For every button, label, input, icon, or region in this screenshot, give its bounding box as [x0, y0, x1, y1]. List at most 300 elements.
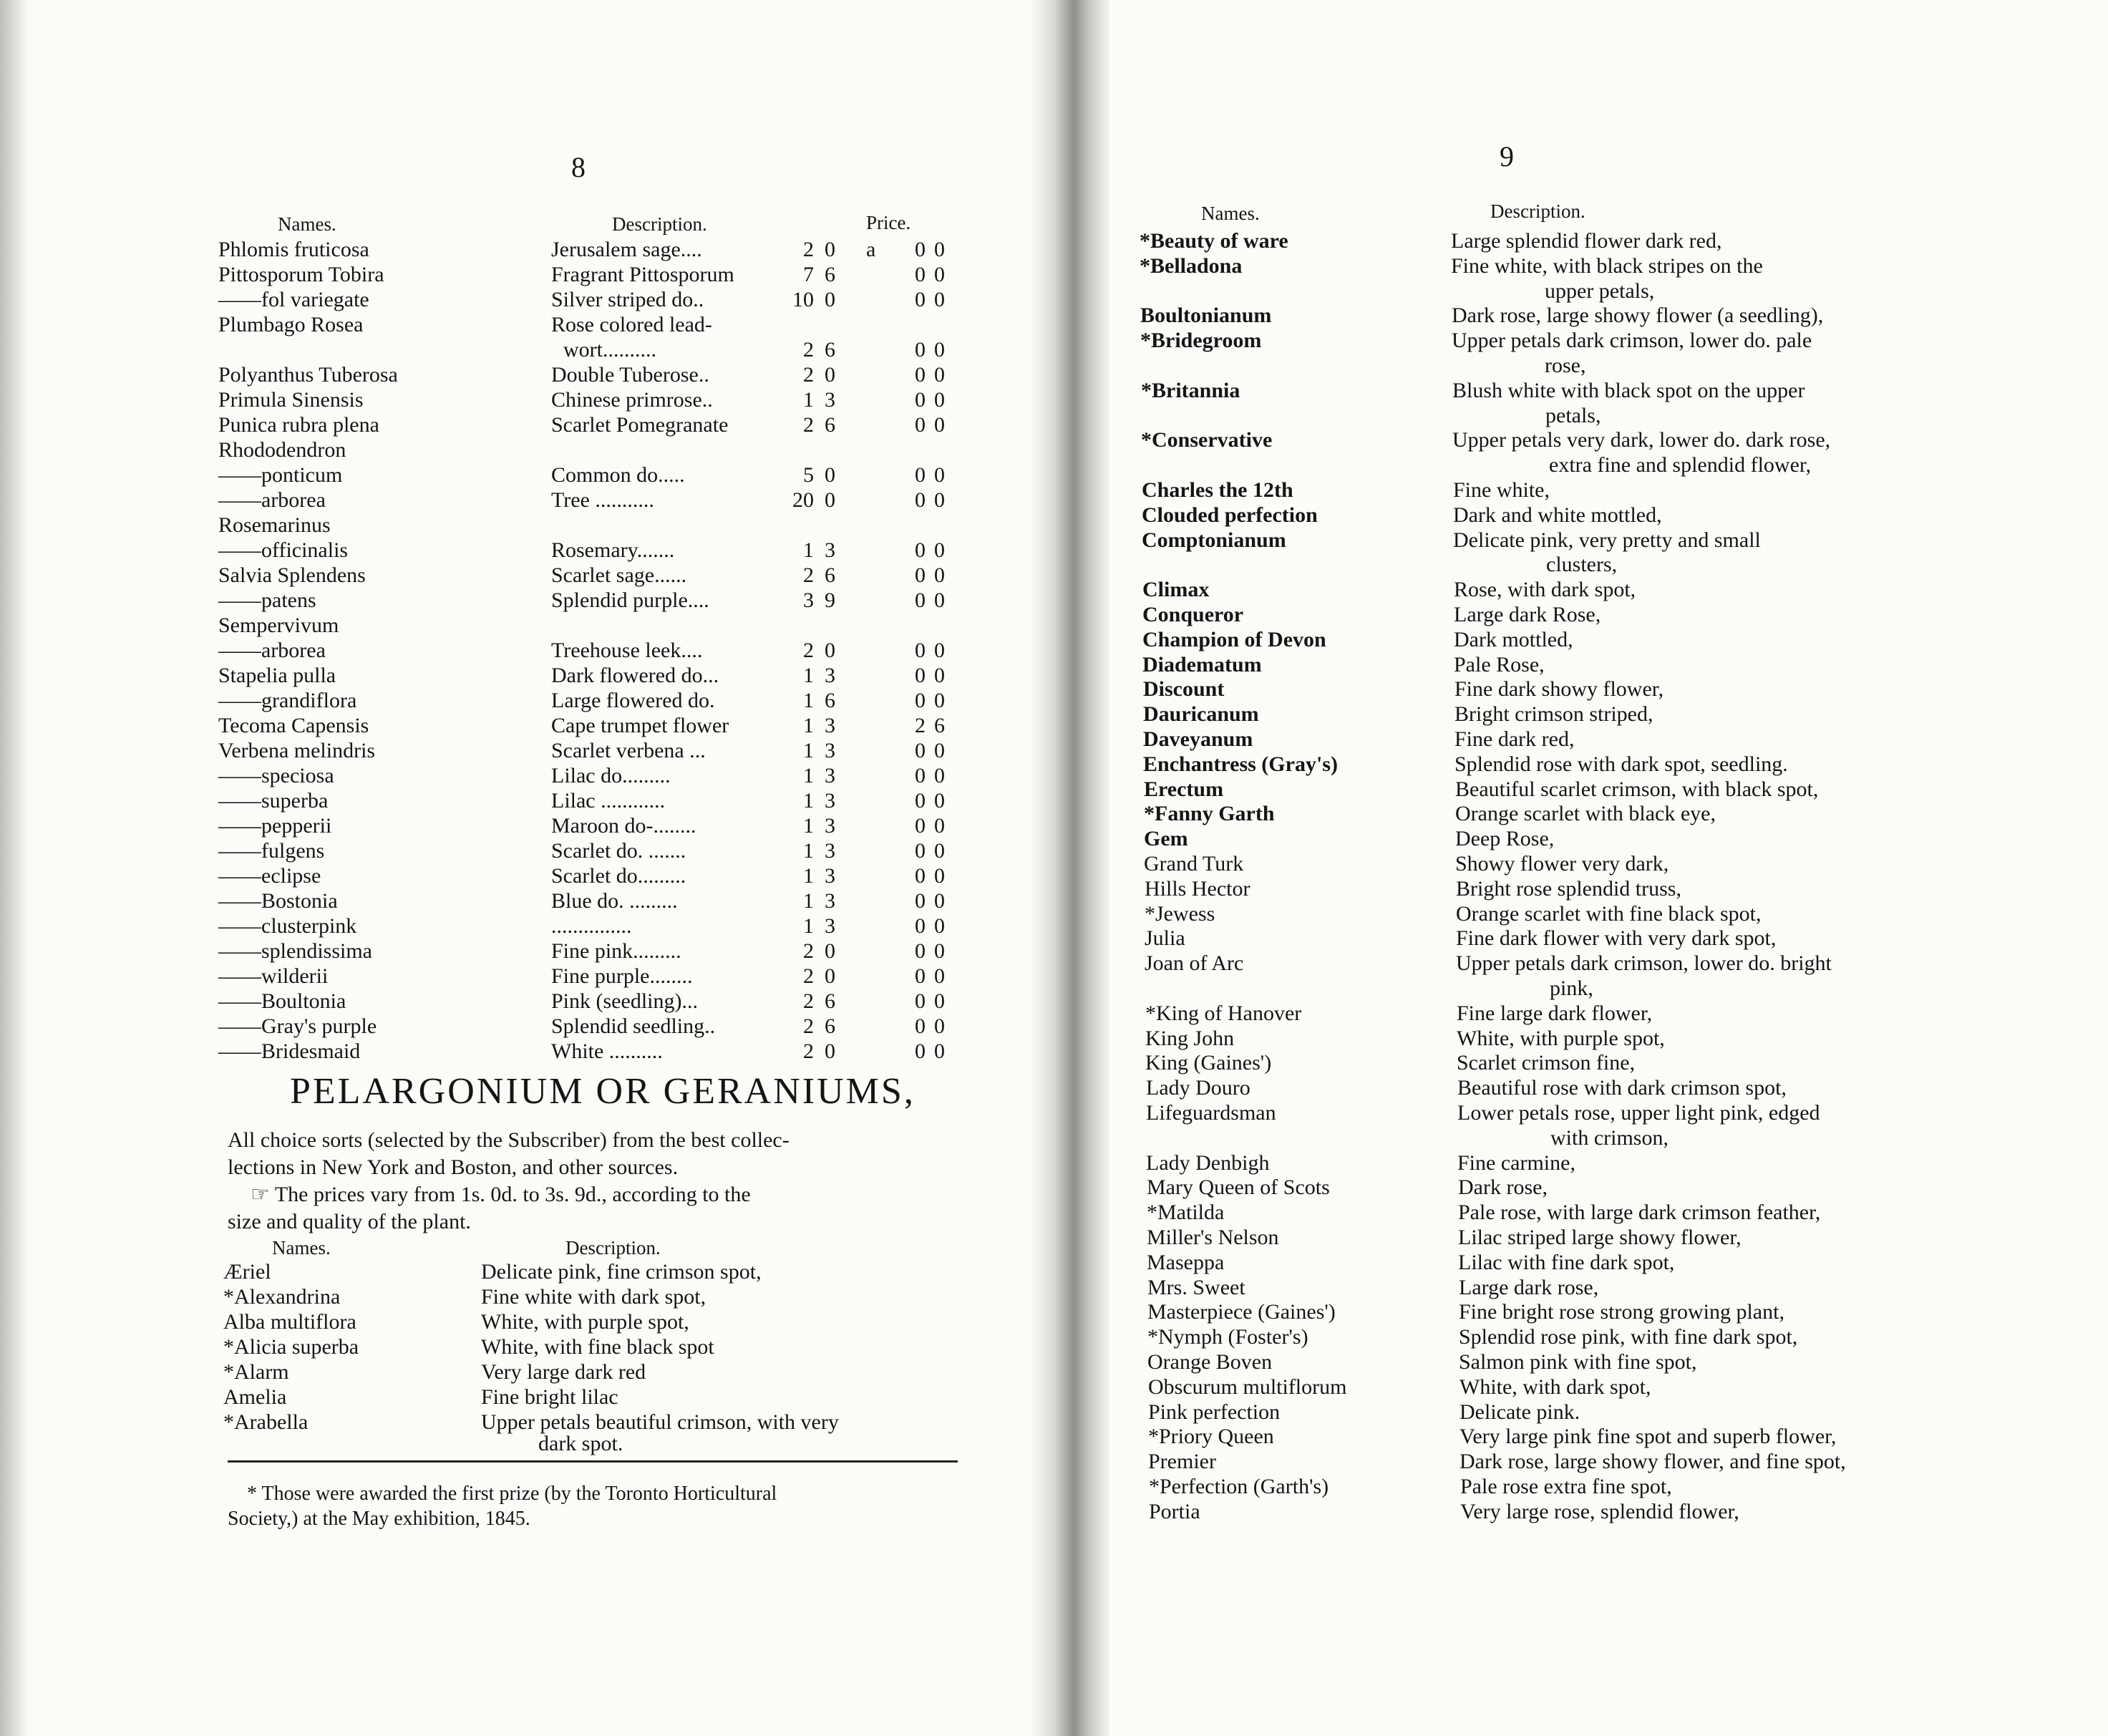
variety-description: Beautiful scarlet crimson, with black spot,	[1455, 777, 1819, 801]
list-item	[1141, 428, 2086, 452]
price-shillings-high: 0	[915, 338, 926, 362]
price-shillings-high: 0	[915, 263, 926, 286]
right-header-names: Names.	[1201, 203, 1260, 224]
plant-description: Maroon do-........	[551, 814, 696, 838]
price-pence-high: 0	[934, 538, 945, 562]
variety-description: Fine dark red,	[1454, 727, 1575, 751]
price-pence-low: 0	[825, 639, 835, 662]
table-row	[218, 238, 977, 262]
plant-description: White ..........	[551, 1039, 663, 1063]
price-shillings-high: 0	[915, 864, 926, 888]
list-item	[1142, 603, 2087, 627]
list-item	[1142, 653, 2087, 677]
price-pence-high: 0	[934, 388, 945, 412]
price-shillings-low: 2	[803, 939, 814, 963]
variety-description: Fine carmine,	[1457, 1150, 1575, 1175]
price-pence-high: 0	[934, 764, 945, 787]
list-item	[1142, 628, 2087, 652]
list-item	[1147, 1300, 2092, 1324]
list-item	[1142, 553, 2087, 577]
plant-name: Polyanthus Tuberosa	[218, 363, 398, 387]
list-item	[1140, 304, 2085, 328]
variety-description: Fine white, with black stripes on the	[1451, 253, 1763, 278]
variety-name: Julia	[1145, 926, 1185, 951]
variety-description: Fine white,	[1453, 478, 1550, 502]
variety-name: Pink perfection	[1148, 1400, 1281, 1424]
plant-description: Tree ...........	[551, 488, 654, 512]
variety-name: Lady Denbigh	[1146, 1150, 1270, 1175]
price-shillings-high: 0	[915, 889, 926, 913]
variety-description: petals,	[1545, 403, 1601, 427]
variety-description: Dark rose, large showy flower (a seedling),	[1452, 304, 1824, 328]
list-item	[1144, 777, 2089, 802]
price-pence-low: 0	[825, 964, 835, 988]
list-item	[1147, 1175, 2092, 1200]
table-row	[218, 588, 977, 613]
price-pence-low: 3	[825, 538, 835, 562]
variety-name: Erectum	[1144, 777, 1224, 801]
price-shillings-high: 0	[915, 814, 926, 838]
plant-description: Chinese primrose..	[551, 388, 713, 412]
plant-name: ——splendissima	[218, 939, 372, 963]
table-row	[218, 263, 977, 287]
geranium-continuation: dark spot.	[538, 1432, 623, 1455]
price-shillings-low: 1	[803, 839, 814, 863]
list-item	[1146, 1101, 2091, 1125]
variety-description: Dark rose, large showy flower, and fine spot,	[1459, 1450, 1846, 1474]
variety-name: Lady Douro	[1146, 1076, 1250, 1100]
price-shillings-high: 0	[915, 488, 926, 512]
plant-name: Punica rubra plena	[218, 413, 379, 437]
table-row	[218, 639, 977, 663]
table-row	[218, 964, 977, 989]
variety-name: Lifeguardsman	[1146, 1101, 1276, 1125]
list-item	[223, 1360, 961, 1385]
variety-name: Clouded perfection	[1142, 503, 1318, 527]
variety-description: Fine large dark flower,	[1457, 1001, 1653, 1025]
header-description: Description.	[612, 213, 707, 235]
plant-name: ——arborea	[218, 488, 326, 512]
list-item	[1148, 1375, 2093, 1400]
price-pence-low: 6	[825, 689, 835, 712]
list-item	[1143, 727, 2088, 752]
plant-name: ——arborea	[218, 639, 326, 662]
plant-name: ——Bridesmaid	[218, 1039, 361, 1063]
price-shillings-low: 2	[803, 363, 814, 387]
variety-name: Miller's Nelson	[1147, 1226, 1279, 1249]
variety-name: *Beauty of ware	[1140, 229, 1288, 253]
price-shillings-high: 0	[915, 989, 926, 1013]
price-pence-low: 3	[825, 889, 835, 913]
plant-description: Double Tuberose..	[551, 363, 709, 387]
price-shillings-low: 1	[803, 864, 814, 888]
list-item	[1140, 229, 2084, 253]
list-item	[1145, 1027, 2090, 1051]
price-shillings-high: 0	[915, 463, 926, 487]
variety-name: King (Gaines')	[1145, 1051, 1272, 1075]
list-item	[1145, 1051, 2090, 1075]
plant-description: Dark flowered do...	[551, 664, 719, 687]
price-shillings-high: 0	[915, 764, 926, 787]
variety-name: Daveyanum	[1143, 727, 1253, 751]
plant-description: Cape trumpet flower	[551, 714, 729, 737]
price-pence-high: 0	[934, 739, 945, 762]
price-shillings-high: 0	[915, 964, 926, 988]
price-shillings-high: 0	[915, 413, 926, 437]
price-pence-low: 6	[825, 989, 835, 1013]
plant-name: ——Bostonia	[218, 889, 338, 913]
page-number-left: 8	[571, 151, 586, 183]
price-shillings-high: 0	[915, 639, 926, 662]
table-row	[218, 313, 977, 337]
list-item	[1149, 1500, 2094, 1524]
variety-description: Dark mottled,	[1454, 627, 1573, 651]
variety-description: Blush white with black spot on the upper	[1452, 378, 1805, 402]
variety-name: Masterpiece (Gaines')	[1147, 1300, 1336, 1324]
list-item	[223, 1335, 961, 1359]
table-row	[218, 1014, 977, 1039]
plant-name: Salvia Splendens	[218, 563, 366, 587]
variety-name: Enchantress (Gray's)	[1143, 752, 1338, 776]
price-shillings-high: 0	[915, 789, 926, 813]
price-pence-low: 3	[825, 914, 835, 938]
variety-name: *Belladona	[1140, 253, 1243, 278]
price-shillings-low: 10	[792, 288, 814, 311]
price-range-a: a	[866, 238, 876, 261]
plant-description: Rose colored lead-	[551, 313, 712, 336]
variety-description: Upper petals beautiful crimson, with very	[481, 1410, 839, 1434]
variety-name: Hills Hector	[1145, 876, 1250, 901]
list-item	[1149, 1475, 2094, 1499]
variety-description: White, with purple spot,	[1457, 1026, 1665, 1050]
table-row	[218, 563, 977, 588]
list-item	[1145, 877, 2089, 901]
right-header-description: Description.	[1490, 200, 1585, 222]
intro-line: size and quality of the plant.	[228, 1210, 471, 1233]
list-item	[223, 1385, 961, 1410]
price-pence-high: 0	[934, 639, 945, 662]
variety-description: extra fine and splendid flower,	[1549, 453, 1812, 477]
intro-line: ☞ The prices vary from 1s. 0d. to 3s. 9d., according to the	[251, 1183, 751, 1206]
list-item	[1145, 926, 2089, 951]
page-number-right: 9	[1500, 140, 1514, 173]
plant-description: Rosemary.......	[551, 538, 675, 562]
price-pence-high: 0	[934, 814, 945, 838]
price-pence-low: 6	[825, 563, 835, 587]
list-item	[1147, 1276, 2092, 1300]
list-item	[1140, 254, 2084, 278]
section-title: PELARGONIUM OR GERANIUMS,	[290, 1071, 915, 1112]
list-item	[1145, 1002, 2090, 1026]
variety-name: Grand Turk	[1144, 852, 1244, 876]
variety-name: Gem	[1144, 827, 1188, 851]
plant-name: Verbena melindris	[218, 739, 376, 762]
variety-name: Orange Boven	[1147, 1350, 1273, 1374]
plant-name: Pittosporum Tobira	[218, 263, 384, 286]
price-pence-high: 0	[934, 1014, 945, 1038]
plant-name: ——fulgens	[218, 839, 325, 863]
list-item	[1142, 528, 2087, 553]
variety-description: Splendid rose with dark spot, seedling.	[1454, 752, 1788, 776]
price-shillings-low: 2	[803, 1014, 814, 1038]
price-pence-low: 0	[825, 1039, 835, 1063]
price-pence-high: 0	[934, 413, 945, 437]
plant-name: ——fol variegate	[218, 288, 369, 311]
footnote-line: * Those were awarded the first prize (by the Toronto Horticultural	[247, 1483, 777, 1505]
price-shillings-low: 2	[803, 639, 814, 662]
list-item	[1140, 329, 2085, 353]
variety-name: Champion of Devon	[1142, 627, 1326, 651]
price-pence-high: 0	[934, 664, 945, 687]
list-item	[1143, 702, 2088, 727]
list-item	[1142, 478, 2087, 503]
variety-description: pink,	[1550, 976, 1593, 1000]
plant-name: Phlomis fruticosa	[218, 238, 369, 261]
table-row	[218, 989, 977, 1014]
price-shillings-high: 0	[915, 588, 926, 612]
list-item	[1146, 1126, 2091, 1150]
price-pence-high: 0	[934, 288, 945, 311]
variety-description: Delicate pink, very pretty and small	[1453, 528, 1761, 552]
variety-description: Large dark rose,	[1459, 1275, 1599, 1299]
variety-name: King John	[1145, 1026, 1235, 1050]
variety-description: Rose, with dark spot,	[1454, 578, 1636, 602]
variety-name: Diadematum	[1142, 652, 1262, 677]
variety-description: Deep Rose,	[1455, 827, 1555, 851]
price-pence-low: 3	[825, 388, 835, 412]
price-shillings-low: 1	[803, 789, 814, 813]
list-item	[1148, 1400, 2093, 1425]
variety-name: *King of Hanover	[1145, 1001, 1302, 1025]
table-row	[218, 438, 977, 462]
header-price: Price.	[866, 212, 911, 233]
price-shillings-low: 1	[803, 714, 814, 737]
variety-description: Bright rose splendid truss,	[1456, 876, 1681, 901]
variety-description: upper petals,	[1545, 278, 1655, 303]
table-row	[218, 463, 977, 488]
price-pence-high: 0	[934, 864, 945, 888]
plant-name: Rosemarinus	[218, 513, 331, 537]
plant-description: Splendid seedling..	[551, 1014, 716, 1038]
table-row	[218, 714, 977, 738]
variety-description: Lilac with fine dark spot,	[1458, 1250, 1675, 1274]
list-item	[1146, 1151, 2091, 1175]
price-shillings-low: 1	[803, 814, 814, 838]
variety-name: Joan of Arc	[1145, 951, 1244, 976]
variety-name: Æriel	[223, 1260, 271, 1284]
variety-name: Mrs. Sweet	[1147, 1275, 1245, 1299]
variety-name: Maseppa	[1147, 1250, 1225, 1274]
price-pence-low: 3	[825, 739, 835, 762]
plant-description: Scarlet Pomegranate	[551, 413, 729, 437]
price-shillings-high: 0	[915, 563, 926, 587]
variety-name: *Alexandrina	[223, 1285, 341, 1309]
list-item	[1144, 852, 2089, 876]
table-row	[218, 739, 977, 763]
plant-name: ——eclipse	[218, 864, 321, 888]
price-pence-high: 0	[934, 939, 945, 963]
geranium-header-description: Description.	[565, 1237, 661, 1259]
table-row	[218, 789, 977, 813]
list-item	[1141, 453, 2086, 477]
variety-description: Pale rose extra fine spot,	[1460, 1475, 1672, 1498]
variety-name: Alba multiflora	[223, 1310, 356, 1334]
price-pence-low: 0	[825, 288, 835, 311]
variety-description: with crimson,	[1550, 1125, 1669, 1150]
price-pence-high: 0	[934, 238, 945, 261]
list-item	[1143, 752, 2088, 777]
price-shillings-high: 0	[915, 538, 926, 562]
price-pence-low: 6	[825, 338, 835, 362]
list-item	[1148, 1450, 2093, 1474]
list-item	[1140, 279, 2085, 304]
list-item	[223, 1285, 961, 1309]
list-item	[1144, 802, 2089, 826]
price-shillings-high: 0	[915, 689, 926, 712]
variety-name: Mary Queen of Scots	[1147, 1175, 1330, 1200]
price-shillings-high: 0	[915, 664, 926, 687]
price-shillings-low: 5	[803, 463, 814, 487]
variety-description: Orange scarlet with black eye,	[1455, 802, 1716, 826]
list-item	[223, 1310, 961, 1334]
variety-description: Salmon pink with fine spot,	[1459, 1350, 1697, 1374]
table-row	[218, 914, 977, 939]
price-shillings-low: 1	[803, 764, 814, 787]
table-row	[218, 513, 977, 538]
variety-name: *Bridegroom	[1140, 329, 1262, 353]
table-row	[218, 889, 977, 913]
table-row	[218, 814, 977, 838]
table-row	[218, 764, 977, 788]
plant-description: Common do.....	[551, 463, 685, 487]
list-item	[1145, 976, 2090, 1001]
plant-description: Fine purple........	[551, 964, 693, 988]
price-shillings-low: 2	[803, 413, 814, 437]
variety-description: Large splendid flower dark red,	[1451, 229, 1722, 253]
variety-description: Showy flower very dark,	[1455, 852, 1669, 876]
variety-name: Amelia	[223, 1385, 287, 1409]
price-shillings-low: 2	[803, 563, 814, 587]
variety-name: *Conservative	[1141, 428, 1273, 452]
variety-name: *Priory Queen	[1148, 1425, 1274, 1449]
variety-description: Very large pink fine spot and superb flower,	[1459, 1425, 1837, 1449]
variety-description: Very large dark red	[481, 1360, 646, 1384]
list-item	[1142, 503, 2087, 528]
table-row	[218, 1039, 977, 1064]
table-row	[218, 388, 977, 412]
plant-description: Large flowered do.	[551, 689, 715, 712]
variety-description: White, with dark spot,	[1459, 1374, 1651, 1399]
price-pence-low: 0	[825, 363, 835, 387]
price-shillings-high: 0	[915, 363, 926, 387]
plant-name: ——patens	[218, 588, 316, 612]
plant-name: Sempervivum	[218, 614, 339, 637]
plant-name: Primula Sinensis	[218, 388, 364, 412]
variety-description: Very large rose, splendid flower,	[1460, 1499, 1739, 1523]
price-pence-low: 0	[825, 463, 835, 487]
price-shillings-high: 2	[915, 714, 926, 737]
price-pence-low: 3	[825, 814, 835, 838]
variety-description: Fine bright lilac	[481, 1385, 618, 1409]
price-pence-high: 0	[934, 563, 945, 587]
price-pence-high: 0	[934, 689, 945, 712]
price-pence-low: 3	[825, 764, 835, 787]
variety-description: Upper petals very dark, lower do. dark rose,	[1452, 428, 1831, 452]
price-pence-low: 3	[825, 664, 835, 687]
list-item	[1140, 354, 2085, 378]
price-pence-low: 6	[825, 413, 835, 437]
variety-description: Pale Rose,	[1454, 652, 1545, 677]
intro-line: All choice sorts (selected by the Subscriber) from the best collec-	[228, 1128, 790, 1152]
plant-name: Plumbago Rosea	[218, 313, 364, 336]
table-row	[218, 363, 977, 387]
price-shillings-low: 1	[803, 889, 814, 913]
list-item	[1147, 1251, 2092, 1275]
price-shillings-high: 0	[915, 914, 926, 938]
plant-name: ——superba	[218, 789, 329, 813]
plant-description: ...............	[551, 914, 632, 938]
price-shillings-low: 2	[803, 338, 814, 362]
list-item	[1144, 827, 2089, 851]
price-pence-low: 6	[825, 263, 835, 286]
variety-name: Charles the 12th	[1142, 478, 1293, 502]
table-row	[218, 488, 977, 513]
list-item	[223, 1410, 961, 1435]
variety-description: Lilac striped large showy flower,	[1458, 1226, 1742, 1249]
price-pence-low: 9	[825, 588, 835, 612]
price-pence-high: 0	[934, 789, 945, 813]
table-row	[218, 839, 977, 863]
price-shillings-high: 0	[915, 1039, 926, 1063]
plant-description: Lilac ............	[551, 789, 666, 813]
price-pence-low: 0	[825, 939, 835, 963]
list-item	[1146, 1076, 2091, 1100]
variety-description: Delicate pink, fine crimson spot,	[481, 1260, 762, 1284]
plant-name: ——pepperii	[218, 814, 332, 838]
variety-description: Dark and white mottled,	[1453, 503, 1662, 527]
price-shillings-low: 7	[803, 263, 814, 286]
plant-name: Tecoma Capensis	[218, 714, 369, 737]
variety-description: Beautiful rose with dark crimson spot,	[1457, 1076, 1787, 1100]
variety-description: Pale rose, with large dark crimson feather,	[1458, 1201, 1821, 1225]
variety-description: Bright crimson striped,	[1454, 702, 1653, 727]
price-pence-high: 0	[934, 363, 945, 387]
list-item	[1141, 379, 2086, 403]
price-shillings-low: 2	[803, 964, 814, 988]
right-page	[1052, 0, 2108, 1736]
variety-description: Scarlet crimson fine,	[1457, 1051, 1636, 1075]
plant-name: ——ponticum	[218, 463, 343, 487]
price-pence-low: 0	[825, 488, 835, 512]
price-pence-high: 6	[934, 714, 945, 737]
price-shillings-low: 2	[803, 1039, 814, 1063]
price-shillings-low: 20	[792, 488, 814, 512]
intro-line: lections in New York and Boston, and other sources.	[228, 1155, 679, 1179]
price-shillings-high: 0	[915, 238, 926, 261]
table-row	[218, 614, 977, 638]
variety-name: Boultonianum	[1140, 304, 1272, 328]
variety-description: White, with fine black spot	[481, 1335, 714, 1359]
plant-description: wort..........	[563, 338, 656, 362]
plant-description: Fine pink.........	[551, 939, 681, 963]
price-pence-high: 0	[934, 463, 945, 487]
variety-description: Fine white with dark spot,	[481, 1285, 706, 1309]
list-item	[223, 1260, 961, 1284]
variety-name: Conqueror	[1142, 603, 1244, 626]
price-shillings-low: 1	[803, 388, 814, 412]
price-shillings-low: 1	[803, 664, 814, 687]
list-item	[1143, 677, 2088, 702]
